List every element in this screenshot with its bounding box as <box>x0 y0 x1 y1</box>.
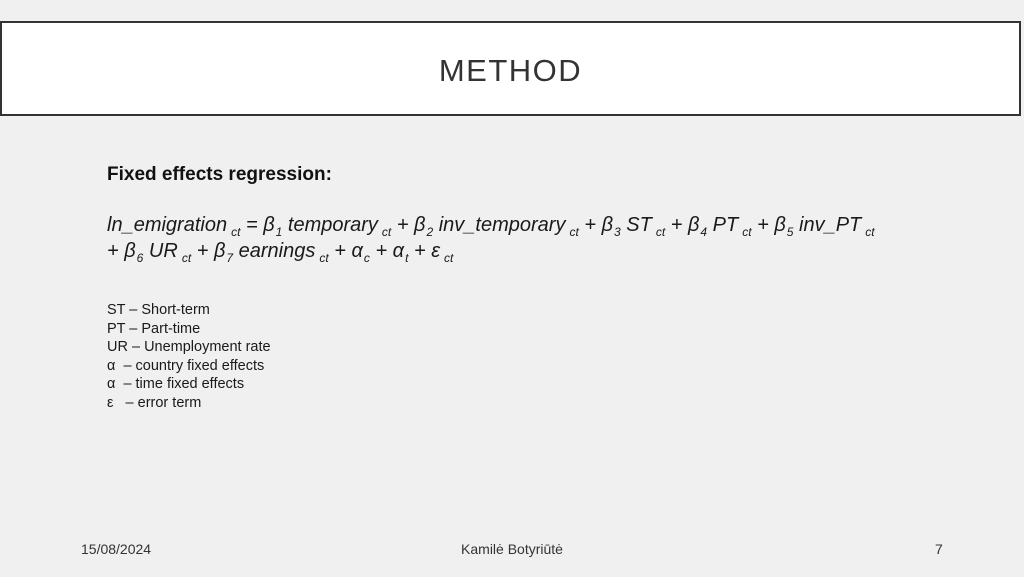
variable-legend <box>107 301 271 413</box>
equation-term: + α <box>328 240 363 262</box>
equation-term: + β <box>578 214 614 236</box>
equation-line-1 <box>107 214 875 237</box>
legend-item: α – country fixed effects <box>107 357 265 374</box>
equation-term: + α <box>369 240 405 262</box>
equation-term: ST <box>620 214 652 236</box>
equation-term: + β <box>107 240 136 262</box>
equation-term: + β <box>751 214 786 236</box>
equation-subscript: ct <box>865 225 875 239</box>
equation-subscript: ct <box>655 225 666 239</box>
equation-subscript: 6 <box>136 251 144 265</box>
equation-subscript: t <box>405 251 409 265</box>
legend-item: ST – Short-term <box>107 302 210 318</box>
equation-term: temporary <box>282 214 378 236</box>
equation-term: UR <box>143 240 178 262</box>
footer-author: Kamilė Botyriūtė <box>461 541 563 557</box>
section-heading: Fixed effects regression: <box>107 164 332 185</box>
page-number: 7 <box>935 541 943 557</box>
equation-subscript: 7 <box>226 251 234 265</box>
equation-subscript: ct <box>319 251 329 265</box>
equation-term: = β <box>240 214 275 236</box>
equation-term: + ε <box>408 240 441 262</box>
equation-line-2 <box>107 240 453 263</box>
title-bar <box>0 21 1021 116</box>
legend-item: α – time fixed effects <box>107 376 245 393</box>
legend-item: PT – Part-time <box>107 320 201 337</box>
equation-term: + β <box>391 214 426 236</box>
equation-subscript: 2 <box>426 225 434 239</box>
equation-subscript: 4 <box>700 225 708 239</box>
equation-term: + β <box>191 240 226 262</box>
equation-subscript: ct <box>444 251 454 265</box>
equation-term: inv_PT <box>793 214 862 236</box>
equation-subscript: 3 <box>614 225 621 239</box>
equation-term: earnings <box>233 240 316 262</box>
equation-subscript: ct <box>742 225 752 239</box>
equation-subscript: ct <box>231 225 241 239</box>
footer-date: 15/08/2024 <box>81 541 152 557</box>
equation-term: inv_temporary <box>433 214 566 236</box>
legend-item: UR – Unemployment rate <box>107 339 271 356</box>
equation-subscript: c <box>363 251 370 265</box>
equation-subscript: ct <box>569 225 579 239</box>
slide-title: METHOD <box>438 53 583 88</box>
equation-term: ln_emigration <box>107 214 228 236</box>
legend-item: ε – error term <box>107 394 202 411</box>
equation-subscript: ct <box>181 251 192 265</box>
equation-subscript: 1 <box>275 225 283 239</box>
equation-term: PT <box>707 214 739 236</box>
equation-term: + β <box>665 214 700 236</box>
equation-subscript: 5 <box>786 225 794 239</box>
equation-subscript: ct <box>381 225 392 239</box>
